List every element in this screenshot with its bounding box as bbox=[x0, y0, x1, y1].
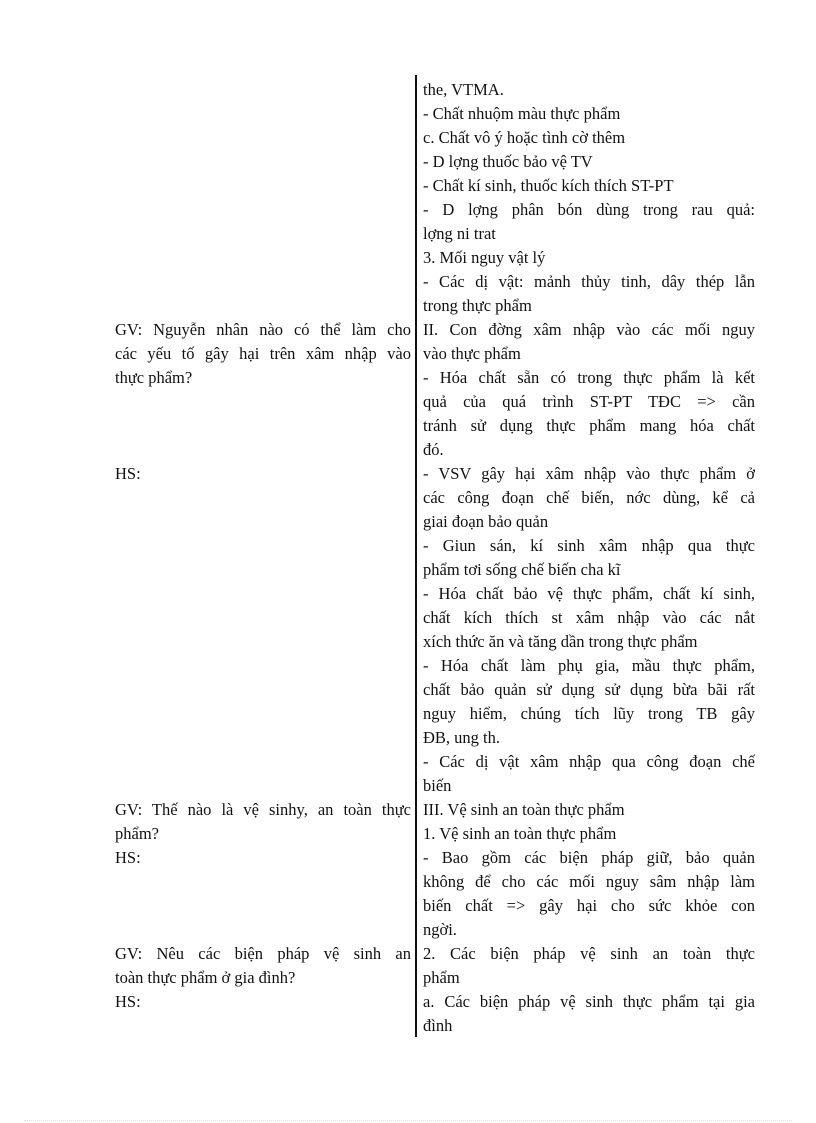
right-text-line: - Chất kí sinh, thuốc kích thích ST-PT bbox=[423, 176, 674, 195]
content-column bbox=[417, 942, 755, 1038]
right-text-line: chất kích thích st xâm nhập vào các nắt bbox=[423, 608, 755, 627]
table-row bbox=[115, 942, 755, 1038]
content-column bbox=[417, 462, 755, 798]
right-text-line: xích thức ăn và tăng dần trong thực phẩm bbox=[423, 632, 698, 651]
right-text-line: phẩm bbox=[423, 968, 460, 987]
right-text-line: - Các dị vật xâm nhập qua công đoạn chế bbox=[423, 752, 755, 771]
teacher-student-column bbox=[115, 78, 417, 318]
left-text-line: phẩm? bbox=[115, 824, 159, 843]
right-text-line: - Hóa chất sẵn có trong thực phẩm là kết bbox=[423, 368, 755, 387]
right-text-line: không để cho các mối nguy sâm nhập làm bbox=[423, 872, 755, 891]
table-row bbox=[115, 78, 755, 318]
left-text-line: GV: Nêu các biện pháp vệ sinh an bbox=[115, 944, 411, 963]
right-text-line: các công đoạn chế biến, nớc dùng, kể cả bbox=[423, 488, 755, 507]
page-bottom-rule bbox=[24, 1120, 792, 1121]
left-text-line: HS: bbox=[115, 848, 141, 867]
content-column bbox=[417, 78, 755, 318]
left-text-line: HS: bbox=[115, 464, 141, 483]
right-text-line: III. Vệ sinh an toàn thực phẩm bbox=[423, 800, 625, 819]
left-text-line: GV: Nguyễn nhân nào có thể làm cho bbox=[115, 320, 411, 339]
teacher-student-column bbox=[115, 318, 417, 462]
right-text-line: đó. bbox=[423, 440, 444, 459]
right-text-line: II. Con đờng xâm nhập vào các mối nguy bbox=[423, 320, 755, 339]
right-text-line: - Các dị vật: mảnh thủy tinh, dây thép lẫn bbox=[423, 272, 755, 291]
right-text-line: the, VTMA. bbox=[423, 80, 504, 99]
left-text-line: HS: bbox=[115, 992, 141, 1011]
table-row bbox=[115, 798, 755, 942]
left-text-line: các yếu tố gây hại trên xâm nhập vào bbox=[115, 344, 411, 363]
teacher-student-column bbox=[115, 942, 417, 1038]
right-text-line: tránh sử dụng thực phẩm mang hóa chất bbox=[423, 416, 755, 435]
right-text-line: - Chất nhuộm màu thực phẩm bbox=[423, 104, 621, 123]
right-text-line: - Hóa chất bảo vệ thực phẩm, chất kí sinh, bbox=[423, 584, 755, 603]
right-text-line: quả của quá trình ST-PT TĐC => cần bbox=[423, 392, 755, 411]
right-text-line: biến chất => gây hại cho sức khỏe con bbox=[423, 896, 755, 915]
right-text-line: a. Các biện pháp vệ sinh thực phẩm tại gia bbox=[423, 992, 755, 1011]
right-text-line: nguy hiểm, chúng tích lũy trong TB gây bbox=[423, 704, 755, 723]
left-text-line: toàn thực phẩm ở gia đình? bbox=[115, 968, 296, 987]
lesson-plan-table bbox=[115, 78, 755, 1038]
right-text-line: vào thực phẩm bbox=[423, 344, 521, 363]
right-text-line: 1. Vệ sinh an toàn thực phẩm bbox=[423, 824, 617, 843]
right-text-line: ngời. bbox=[423, 920, 457, 939]
teacher-student-column bbox=[115, 798, 417, 942]
left-text-line: thực phẩm? bbox=[115, 368, 193, 387]
table-row bbox=[115, 318, 755, 462]
right-text-line: trong thực phẩm bbox=[423, 296, 532, 315]
right-text-line: - D lợng thuốc bảo vệ TV bbox=[423, 152, 593, 171]
teacher-student-column bbox=[115, 462, 417, 798]
table-row bbox=[115, 462, 755, 798]
right-text-line: 2. Các biện pháp vệ sinh an toàn thực bbox=[423, 944, 755, 963]
right-text-line: ĐB, ung th. bbox=[423, 728, 501, 747]
right-text-line: c. Chất vô ý hoặc tình cờ thêm bbox=[423, 128, 626, 147]
content-column bbox=[417, 318, 755, 462]
right-text-line: - Giun sán, kí sinh xâm nhập qua thực bbox=[423, 536, 755, 555]
right-text-line: - D lợng phân bón dùng trong rau quả: bbox=[423, 200, 755, 219]
right-text-line: giai đoạn bảo quản bbox=[423, 512, 549, 531]
right-text-line: phẩm tơi sống chế biến cha kĩ bbox=[423, 560, 621, 579]
right-text-line: lợng ni trat bbox=[423, 224, 496, 243]
right-text-line: biến bbox=[423, 776, 452, 795]
right-text-line: - VSV gây hại xâm nhập vào thực phẩm ở bbox=[423, 464, 755, 483]
right-text-line: 3. Mối nguy vật lý bbox=[423, 248, 546, 267]
content-column bbox=[417, 798, 755, 942]
left-text-line: GV: Thế nào là vệ sinhy, an toàn thực bbox=[115, 800, 411, 819]
right-text-line: chất bảo quản sử dụng sử dụng bừa bãi rất bbox=[423, 680, 755, 699]
right-text-line: - Bao gồm các biện pháp giữ, bảo quản bbox=[423, 848, 755, 867]
right-text-line: đình bbox=[423, 1016, 453, 1035]
right-text-line: - Hóa chất làm phụ gia, mầu thực phẩm, bbox=[423, 656, 755, 675]
